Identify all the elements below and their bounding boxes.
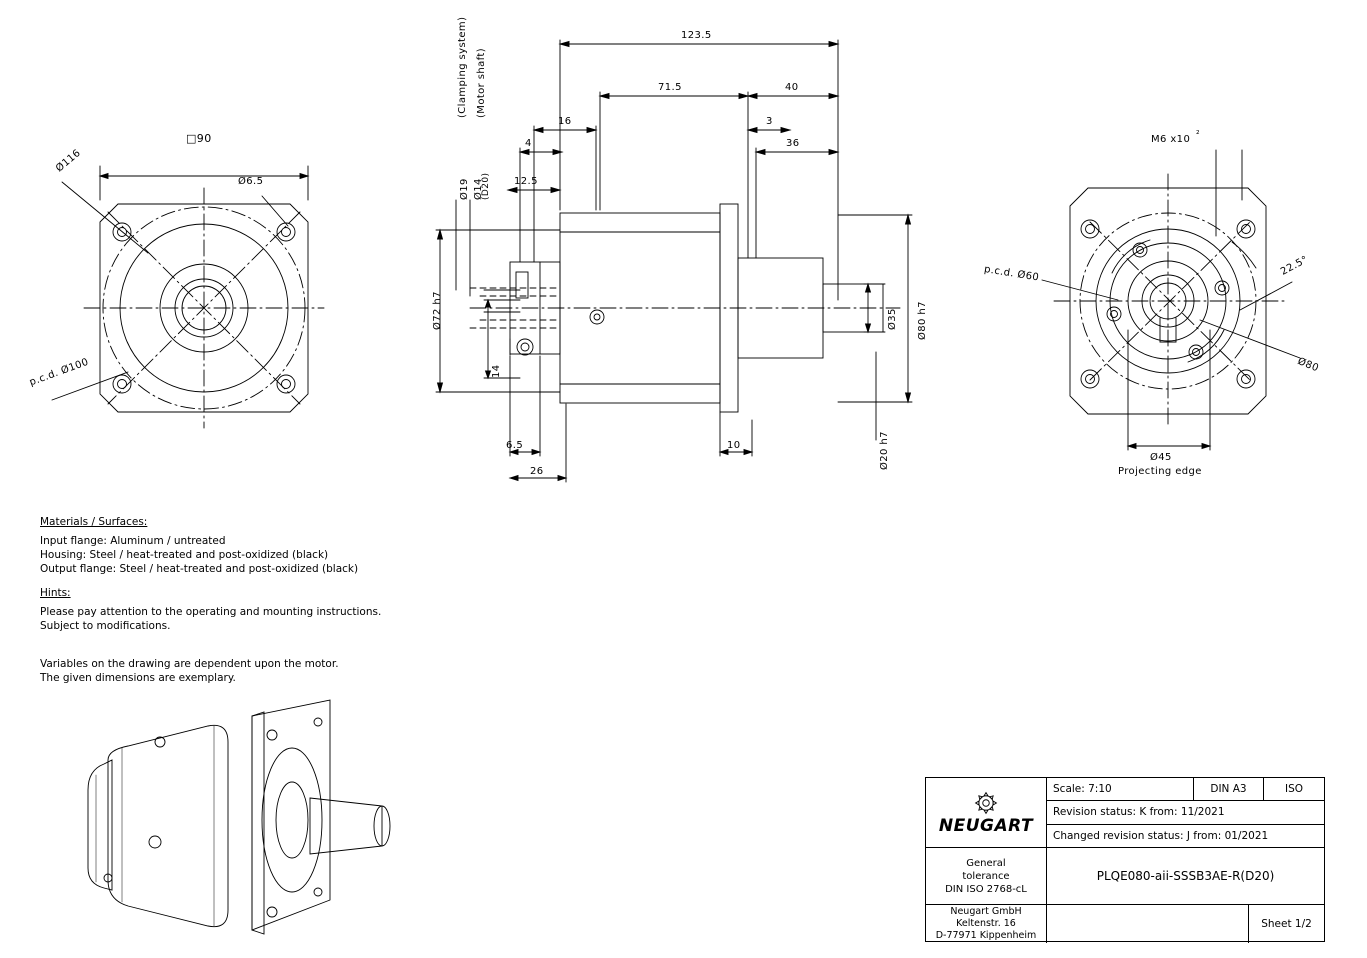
materials-line-3: Output flange: Steel / heat-treated and post-oxidized (black) xyxy=(40,563,359,575)
dim-d20-note: (D20) xyxy=(481,172,491,200)
dim-6-5-side: 6.5 xyxy=(506,440,524,451)
hints-heading: Hints: xyxy=(40,587,71,599)
address-line-2: Keltenstr. 16 xyxy=(956,918,1016,929)
dim-dia-80-h7: Ø80 h7 xyxy=(917,301,928,340)
note-motor-shaft: (Motor shaft) xyxy=(476,47,487,118)
view-input-flange xyxy=(1042,150,1300,450)
dim-16: 16 xyxy=(558,116,572,127)
dim-dia-20-h7: Ø20 h7 xyxy=(879,431,890,470)
dim-pcd-100: p.c.d. Ø100 xyxy=(28,356,91,389)
company-address xyxy=(926,905,1047,943)
revision-status-field: Revision status: K from: 11/2021 xyxy=(1053,806,1225,819)
variables-line-1: Variables on the drawing are dependent upon the motor. xyxy=(40,658,339,670)
dim-dia-6-5: Ø6.5 xyxy=(238,176,264,187)
dim-angle-22-5: 22.5° xyxy=(1279,254,1311,278)
dim-dia-72-h7: Ø72 h7 xyxy=(432,291,443,330)
general-tolerance-line-3: DIN ISO 2768-cL xyxy=(945,883,1027,895)
variables-line-2: The given dimensions are exemplary. xyxy=(40,672,236,684)
view-output-flange xyxy=(52,166,324,428)
hints-line-2: Subject to modifications. xyxy=(40,620,171,632)
part-number: PLQE080-aii-SSSB3AE-R(D20) xyxy=(1096,869,1275,883)
dim-pcd-60: p.c.d. Ø60 xyxy=(983,264,1040,284)
title-block-blank-cell xyxy=(1047,905,1249,943)
materials-line-1: Input flange: Aluminum / untreated xyxy=(40,535,226,547)
dim-dia-116: Ø116 xyxy=(54,147,83,175)
general-tolerance-line-2: tolerance xyxy=(962,870,1010,882)
dim-14-lower: 14 xyxy=(491,364,502,378)
dim-dia-80-input: Ø80 xyxy=(1295,356,1321,375)
gear-icon xyxy=(973,790,999,816)
title-block xyxy=(925,777,1325,942)
dim-dia-14: Ø14 xyxy=(473,178,484,200)
address-line-1: Neugart GmbH xyxy=(950,906,1022,917)
changed-revision-status-field: Changed revision status: J from: 01/2021 xyxy=(1053,829,1269,842)
dim-123-5: 123.5 xyxy=(681,30,712,41)
dim-26: 26 xyxy=(530,466,544,477)
dim-m6x10: M6 x10 xyxy=(1151,134,1191,145)
general-tolerance-line-1: General xyxy=(966,857,1006,869)
sheet-number: Sheet 1/2 xyxy=(1261,918,1312,930)
label-projecting-edge: Projecting edge xyxy=(1118,466,1202,477)
dim-12-5: 12.5 xyxy=(514,176,538,187)
dim-40: 40 xyxy=(785,82,799,93)
dim-dia-19: Ø19 xyxy=(459,178,470,200)
general-tolerance xyxy=(926,848,1047,904)
dim-10: 10 xyxy=(727,440,741,451)
materials-heading: Materials / Surfaces: xyxy=(40,516,148,528)
dim-3: 3 xyxy=(766,116,773,127)
hints-line-1: Please pay attention to the operating and mounting instructions. xyxy=(40,606,382,618)
scale-field: Scale: 7:10 xyxy=(1047,778,1194,800)
dim-71-5: 71.5 xyxy=(658,82,682,93)
format-field: DIN A3 xyxy=(1194,778,1264,800)
notes-block xyxy=(40,515,460,685)
dim-dia-45: Ø45 xyxy=(1150,452,1172,463)
note-clamping-system: (Clamping system) xyxy=(457,16,468,118)
projection-field: ISO xyxy=(1284,783,1304,796)
dim-36: 36 xyxy=(786,138,800,149)
company-name: NEUGART xyxy=(938,815,1034,836)
dim-4: 4 xyxy=(525,138,532,149)
address-line-3: D-77971 Kippenheim xyxy=(935,930,1037,941)
company-logo xyxy=(926,778,1047,847)
materials-line-2: Housing: Steel / heat-treated and post-oxidized (black) xyxy=(40,549,329,561)
view-side-section xyxy=(436,40,912,482)
dim-square-90: □90 xyxy=(186,132,212,145)
dim-dia-35: Ø35 xyxy=(887,308,898,330)
dim-m6x10-count: ² xyxy=(1196,130,1201,140)
view-isometric xyxy=(88,700,390,934)
